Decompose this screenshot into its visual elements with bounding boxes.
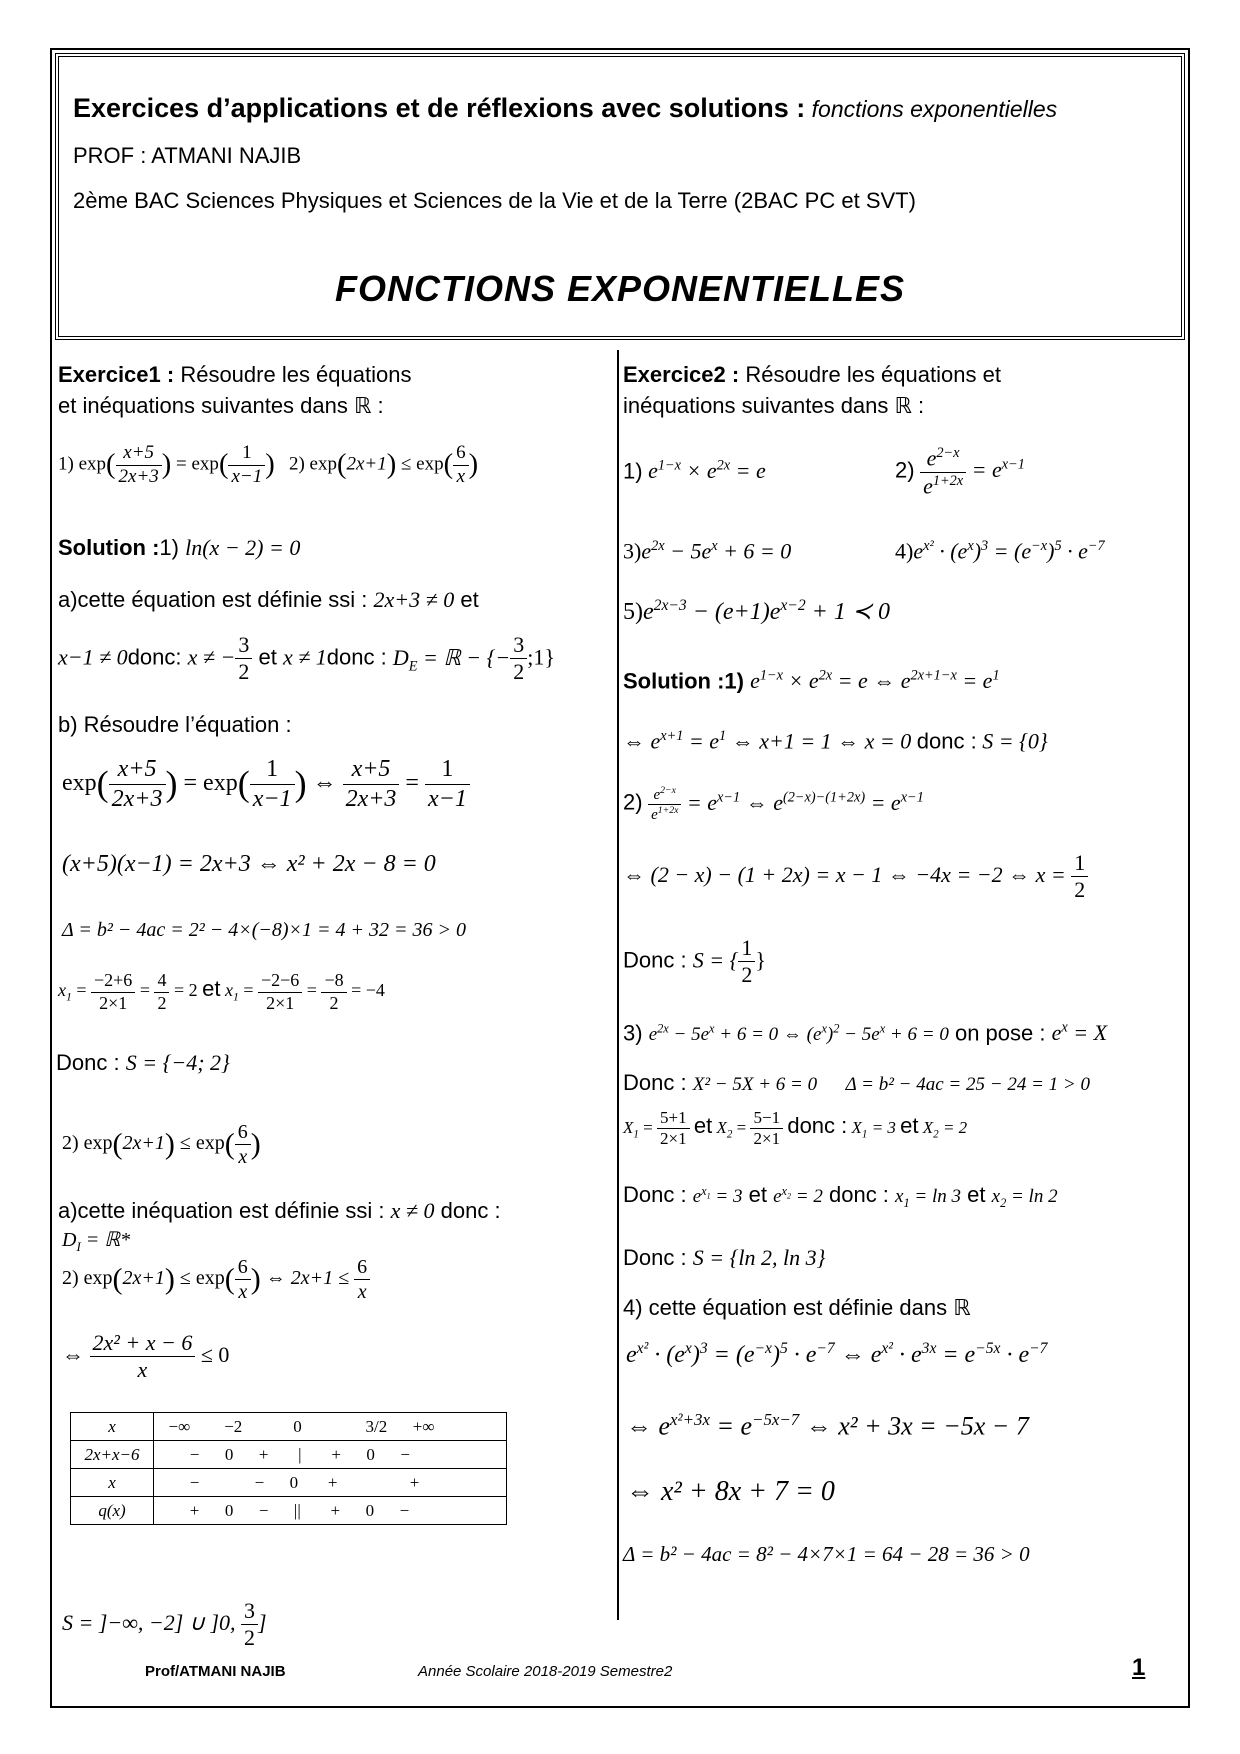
- solution2-q2-step: ⇔ (2 − x) − (1 + 2x) = x − 1 ⇔ −4x = −2 ⇔ x = $\frac{1}{2}$: [623, 850, 1088, 904]
- table-cell: q(x): [71, 1497, 154, 1525]
- domain-condition: a)cette équation est définie ssi : 2x+3 ≠ 0 et: [58, 587, 479, 612]
- header-title: Exercices d’applications et de réflexions avec solutions : fonctions exponentielles: [73, 93, 1058, 123]
- solution2-q3-quadratic: Donc : X² − 5X + 6 = 0 Δ = b² − 4ac = 25 − 24 = 1 > 0: [623, 1070, 1090, 1095]
- page-title: FONCTIONS EXPONENTIELLES: [334, 268, 906, 309]
- inequation-2: 2) exp(2x+1) ≤ exp( $\frac{6}{x}$ ): [62, 1121, 261, 1168]
- header-level: 2ème BAC Sciences Physiques et Sciences de la Vie et de la Terre (2BAC PC et SVT): [73, 188, 916, 213]
- exercise2-q3: $3)e^{2x} - 5e^x + 6 = 0$: [623, 538, 792, 564]
- exercise2-q1: 1) $e^{1-x} \times e^{2x} = e$: [623, 458, 766, 484]
- solution2-q3-roots: $X_1$ = $\frac{5+1}{2\times 1}$ et $X_2$ = $\frac{5-1}{2\times 1}$ donc : $X_1 = 3$ et $X_2 = 2$: [623, 1108, 968, 1149]
- exercise2-q2: 2) $\frac{e^{2-x}}{e^{1+2x}}$ = $e^{x-1}$: [895, 445, 1025, 499]
- inequation-domain: a)cette inéquation est définie ssi : x ≠ 0 donc :: [58, 1198, 501, 1223]
- table-cell: x: [71, 1469, 154, 1497]
- table-row: [71, 1469, 507, 1497]
- column-divider: [617, 350, 619, 1620]
- inequation-domain-set: $D_I$ = ℝ*: [62, 1229, 131, 1254]
- table-row: [71, 1497, 507, 1525]
- table-cell: −∞ −2 0 3/2 +∞: [154, 1413, 507, 1441]
- inequation-step1: 2) exp(2x+1) ≤ exp( $\frac{6}{x}$ ) ⇔ 2x+1 ≤ $\frac{6}{x}$: [62, 1255, 370, 1304]
- inequation-solution-set: S = ]−∞, −2] ∪ ]0, $\frac{3}{2}$ ]: [62, 1598, 267, 1651]
- footer-year: Année Scolaire 2018-2019 Semestre2: [418, 1663, 673, 1680]
- table-cell: + 0 − || + 0 −: [154, 1497, 507, 1525]
- footer-author: Prof/ATMANI NAJIB: [145, 1663, 286, 1680]
- discriminant: Δ = b² − 4ac = 2² − 4×(−8)×1 = 4 + 32 = 36 > 0: [62, 919, 467, 941]
- solution2-q3: 3) $e^{2x} - 5e^x + 6 = 0$ ⇔ $(e^x)^2 - 5e^x + 6 = 0$ on pose : $e^x = X$: [623, 1020, 1108, 1046]
- solution2-q3-set: Donc : S = {ln 2, ln 3}: [623, 1245, 826, 1270]
- header-prof: PROF : ATMANI NAJIB: [73, 143, 302, 168]
- solution2-q1: Solution :1) $e^{1-x} \times e^{2x} = e$ ⇔ $e^{2x+1-x} = e^1$: [623, 668, 1000, 694]
- domain-result: x−1 ≠ 0donc: x ≠ − $\frac{3}{2}$ et x ≠ 1donc : $D_E$ = ℝ − {− $\frac{3}{2}$ ;1}: [58, 632, 555, 685]
- solution2-q1-result: ⇔ $e^{x+1} = e^1$ ⇔ x+1 = 1 ⇔ x = 0 donc : S = {0}: [623, 728, 1048, 754]
- exercise1-equations: 1) exp( $\frac{x+5}{2x+3}$ ) = exp( $\frac{1}{x-1}$ ) 2) exp(2x+1) ≤ exp( $\frac{6}{x}$ ): [58, 442, 479, 487]
- solution2-q4-step1: $e^{x^2} \cdot (e^x)^3 = (e^{-x})^5 \cdot e^{-7}$ ⇔ $e^{x^2} \cdot e^{3x} = e^{-5x} \cdot e^{-7}$: [626, 1340, 1048, 1368]
- solution-set-1: Donc : S = {−4; 2}: [56, 1050, 230, 1075]
- table-cell: − 0 + | + 0 −: [154, 1441, 507, 1469]
- solution2-q3-exp: Donc : $e^{x_1} = 3$ et $e^{x_2} = 2$ donc : $x_1 = \ln 3$ et $x_2 = \ln 2$: [623, 1182, 1058, 1210]
- exercise1-subheading: et inéquations suivantes dans ℝ :: [58, 393, 384, 418]
- table-cell: − − 0 + +: [154, 1469, 507, 1497]
- exercise2-q4: $4)e^{x^2} \cdot (e^x)^3 = (e^{-x})^5 \cdot e^{-7}$: [895, 538, 1105, 564]
- exercise2-q5: $5)e^{2x-3} - (e+1)e^{x-2} + 1$ ≺ 0: [623, 597, 890, 625]
- solution2-q4-step3: ⇔ x² + 8x + 7 = 0: [626, 1476, 835, 1507]
- exercise2-heading: Exercice2 : Résoudre les équations et: [623, 362, 1001, 387]
- table-row: [71, 1441, 507, 1469]
- table-cell: 2x+x−6: [71, 1441, 154, 1469]
- solution1-heading: Solution :1) ln(x − 2) = 0: [58, 535, 301, 560]
- solution2-q4-discriminant: Δ = b² − 4ac = 8² − 4×7×1 = 64 − 28 = 36 > 0: [623, 1542, 1030, 1566]
- sign-table: [70, 1412, 507, 1525]
- table-row: [71, 1413, 507, 1441]
- exercise2-subheading: inéquations suivantes dans ℝ :: [623, 393, 925, 418]
- solution2-q2: 2) $\frac{e^{2-x}}{e^{1+2x}}$ = $e^{x-1}$ ⇔ $e^{(2-x)-(1+2x)} = e^{x-1}$: [623, 785, 924, 823]
- inequation-step2: ⇔ $\frac{\text{2x² + x − 6}}{x}$ ≤ 0: [62, 1330, 230, 1383]
- solve-equation-label: b) Résoudre l’équation :: [58, 712, 292, 737]
- solution2-q2-set: Donc : S = { $\frac{1}{2}$ }: [623, 935, 766, 988]
- solution2-q4-domain: 4) cette équation est définie dans ℝ: [623, 1295, 971, 1320]
- equation-step1: exp( $\frac{x+5}{2x+3}$ ) = exp( $\frac{1}{x-1}$ ) ⇔ $\frac{x+5}{2x+3}$ = $\frac{1}{x-1}$: [62, 755, 470, 814]
- exercise1-heading: Exercice1 : Résoudre les équations: [58, 362, 412, 387]
- roots: $x_1$ = $\frac{-2+6}{2\times 1}$ = $\frac{4}{2}$ = 2 et $x_1$ = $\frac{-2-6}{2\times 1}$ = $\frac{-8}{2}$ = −4: [58, 970, 385, 1013]
- table-cell: x: [71, 1413, 154, 1441]
- page-number: 1: [1132, 1654, 1146, 1681]
- equation-step2: (x+5)(x−1) = 2x+3 ⇔ x² + 2x − 8 = 0: [62, 851, 436, 877]
- solution2-q4-step2: ⇔ $e^{x^2+3x} = e^{-5x-7}$ ⇔ x² + 3x = −5x − 7: [626, 1410, 1029, 1441]
